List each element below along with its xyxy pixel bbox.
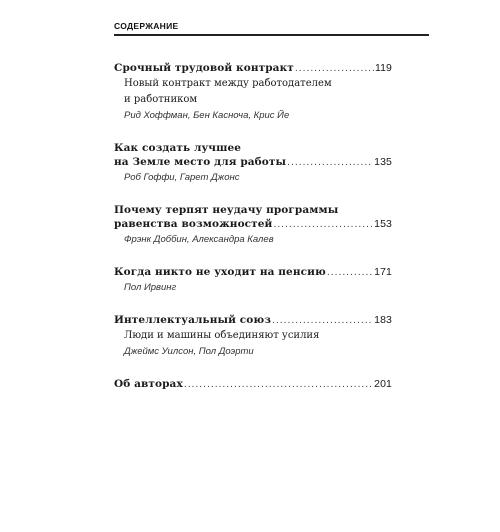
header-rule [114,34,429,36]
toc-entry-title: Как создать лучшее [114,142,242,154]
toc-entry-authors: Роб Гоффи, Гарет Джонс [124,172,240,183]
toc-entry-title-line [114,203,392,217]
running-header: СОДЕРЖАНИЕ [114,21,179,31]
toc-entry-title-line [114,155,392,170]
toc-entry[interactable] [114,141,392,185]
toc-entry-authors: Фрэнк Доббин, Александра Калев [124,234,274,245]
toc-entry[interactable] [114,313,392,359]
toc-entry-authors: Пол Ирвинг [124,282,177,293]
toc-entry-title-line [114,217,392,232]
toc-entry[interactable] [114,61,392,123]
toc-entry[interactable] [114,377,392,392]
dot-leader [327,266,373,280]
page-number: 153 [374,218,392,230]
toc-entry[interactable] [114,203,392,247]
dot-leader [287,156,373,170]
toc-entry-title-line [114,61,392,76]
page-number: 201 [374,378,392,390]
toc-entry-title: Когда никто не уходит на пенсию [114,266,326,278]
page-number: 135 [374,156,392,168]
toc-entry-subtitle [114,328,392,344]
toc-entry-title: Об авторах [114,378,183,390]
page-number: 171 [374,266,392,278]
dot-leader [184,378,373,392]
dot-leader [295,62,374,76]
toc-entry-authors: Рид Хоффман, Бен Касноча, Крис Йе [124,110,290,121]
toc-entry-title: Почему терпят неудачу программы [114,204,339,216]
toc-entry-title: Срочный трудовой контракт [114,62,294,74]
subtitle-line: Люди и машины объединяют усилия [124,330,320,341]
toc-entry[interactable] [114,265,392,295]
toc-entry-title-line [114,313,392,328]
toc-entry-subtitle [114,76,392,108]
toc-entry-title-line [114,377,392,392]
toc-entry-title: Интеллектуальный союз [114,314,272,326]
dot-leader [272,314,373,328]
toc-entry-title: равенства возможностей [114,218,273,230]
toc-entry-title-line [114,265,392,280]
page-number: 183 [374,314,392,326]
dot-leader [273,218,373,232]
toc-entry-authors: Джеймс Уилсон, Пол Доэрти [124,346,254,357]
toc-entry-title: на Земле место для работы [114,156,287,168]
subtitle-line: Новый контракт между работодателем [124,78,332,89]
subtitle-line: и работником [124,94,198,105]
toc-entry-title-line [114,141,392,155]
table-of-contents [114,61,392,392]
page-number: 119 [374,62,392,74]
